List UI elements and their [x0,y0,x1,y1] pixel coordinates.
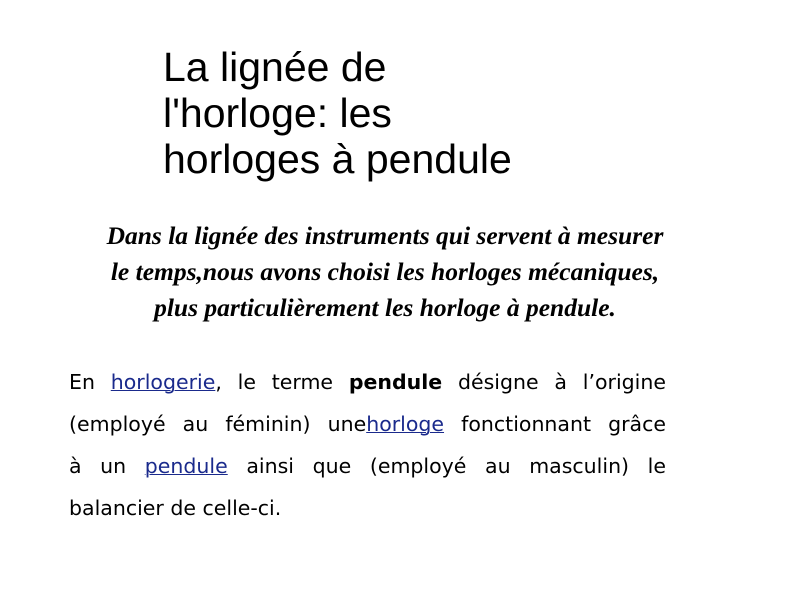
link-horlogerie[interactable]: horlogerie [110,370,216,394]
link-pendule[interactable]: pendule [144,454,228,478]
text-le-terme: , le terme [215,370,334,394]
text-employe-feminin: (employé au féminin) une [69,412,367,436]
definition-line-3 [69,445,666,487]
term-pendule: pendule [348,370,443,394]
intro-line-3: plus particulièrement les horloge à pendule. [154,293,616,322]
title-line-1: La lignée de [163,44,387,90]
title-line-3: horloges à pendule [163,136,512,182]
text-designe: désigne à l’origine [458,370,666,394]
text-en: En [69,370,95,394]
definition-line-2 [69,403,666,445]
intro-line-2: le temps,nous avons choisi les horloges mécaniques, [110,257,660,286]
slide-title [163,44,623,182]
link-horloge[interactable]: horloge [366,412,445,436]
text-balancier: balancier de celle-ci. [69,496,282,520]
text-ainsi-que: ainsi que (employé au masculin) le [246,454,666,478]
intro-paragraph [55,218,715,326]
text-fonctionnant: fonctionnant grâce [461,412,666,436]
definition-line-1 [69,361,666,403]
text-a-un: à un [69,454,127,478]
intro-line-1: Dans la lignée des instruments qui servent à mesurer [106,221,664,250]
title-line-2: l'horloge: les [163,90,392,136]
definition-line-4 [69,487,666,529]
definition-paragraph [69,361,666,529]
